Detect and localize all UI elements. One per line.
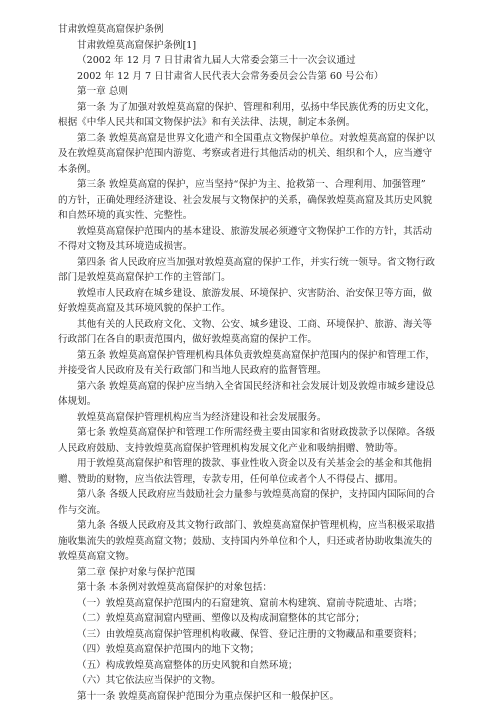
text-line: 用于敦煌莫高窟保护和管理的拨款、事业性收入资金以及有关基金会的基金和其他捐 (77, 458, 432, 469)
text-line: 的方针，正确处理经济建设、社会发展与文物保护的关系，确保敦煌莫高窟及其历史风貌 (58, 194, 433, 206)
text-line: 第九条 各级人民政府及其文物行政部门、敦煌莫高窟保护管理机构，应当积极采取措 (77, 520, 436, 531)
text-line: 第八条 各级人民政府应当鼓励社会力量参与敦煌莫高窟的保护，支持国内国际间的合 (77, 489, 436, 500)
text-line: 第五条 敦煌莫高窟保护管理机构具体负责敦煌莫高窟保护范围内的保护和管理工作， (77, 349, 436, 361)
text-line: 第七条 敦煌莫高窟保护和管理工作所需经费主要由国家和省财政拨款予以保障。各级 (77, 427, 436, 438)
text-line: 第六条 敦煌莫高窟的保护应当纳入全省国民经济和社会发展计划及敦煌市城乡建设总 (77, 380, 436, 392)
text-line: 作与交流。 (58, 504, 106, 516)
text-line: 敦煌市人民政府在城乡建设、旅游发展、环境保护、灾害防治、治安保卫等方面，做 (77, 287, 432, 299)
text-line: 根据《中华人民共和国文物保护法》和有关法律、法规，制定本条例。 (58, 117, 356, 128)
text-line: 本条例。 (58, 163, 97, 175)
text-line: 敦煌莫高窟文物。 (58, 551, 135, 562)
text-line: （五）构成敦煌莫高窟整体的历史风貌和自然环境； (77, 659, 298, 671)
text-line: 好敦煌莫高窟及其环境风貌的保护工作。 (58, 303, 231, 314)
text-line: 及在敦煌莫高窟保护范围内游览、考察或者进行其他活动的机关、组织和个人，应当遵守 (58, 148, 433, 159)
text-line: 并接受省人民政府及有关行政部门和当地人民政府的监督管理。 (58, 365, 327, 376)
text-line: 第二条 敦煌莫高窟是世界文化遗产和全国重点文物保护单位。对敦煌莫高窟的保护以 (77, 132, 436, 144)
text-line: （六）其它依法应当保护的文物。 (77, 675, 221, 686)
document-title: 甘肃敦煌莫高窟保护条例 (58, 24, 164, 35)
text-line: 第二章 保护对象与保护范围 (77, 566, 196, 578)
text-line: （2002 年 12 月 7 日甘肃省九届人大常委会第三十一次会议通过 (77, 55, 356, 66)
text-line: 第一条 为了加强对敦煌莫高窟的保护、管理和利用，弘扬中华民族优秀的历史文化， (77, 101, 436, 113)
text-line: 第十条 本条例对敦煌莫高窟保护的对象包括： (77, 582, 272, 593)
text-line: 赠、赞助的财物，应当依法管理，专款专用，任何单位或者个人不得侵占、挪用。 (58, 473, 404, 485)
text-line: 第十一条 敦煌莫高窟保护范围分为重点保护区和一般保护区。 (77, 690, 340, 702)
text-line: 不得对文物及其环境造成损害。 (58, 241, 193, 252)
text-line: 其他有关的人民政府文化、文物、公安、城乡建设、工商、环境保护、旅游、海关等 (77, 318, 432, 330)
text-line: （一）敦煌莫高窟保护范围内的石窟建筑、窟前木构建筑、窟前寺院遗址、古塔； (77, 597, 423, 609)
text-line: 甘肃敦煌莫高窟保护条例[1] (77, 39, 197, 51)
text-line: 第一章 总则 (77, 86, 129, 97)
text-line: （四）敦煌莫高窟保护范围内的地下文物； (77, 644, 260, 655)
text-line: 部门是敦煌莫高窟保护工作的主管部门。 (58, 272, 231, 283)
text-line: 2002 年 12 月 7 日甘肃省人民代表大会常务委员会公告第 60 号公布） (77, 70, 384, 82)
text-line: 第四条 省人民政府应当加强对敦煌莫高窟的保护工作，并实行统一领导。省文物行政 (77, 256, 436, 268)
text-line: 体规划。 (58, 396, 97, 407)
text-line: 和自然环境的真实性、完整性。 (58, 210, 193, 221)
text-line: 第三条 敦煌莫高窟的保护，应当坚持“保护为主、抢救第一、合理利用、加强管理” (77, 179, 426, 190)
document-body (58, 38, 442, 705)
text-line: 施收集流失的敦煌莫高窟文物；鼓励、支持国内外单位和个人，归还或者协助收集流失的 (58, 535, 433, 547)
text-line: （二）敦煌莫高窟洞窟内壁画、塑像以及构成洞窟整体的其它部分； (77, 613, 365, 624)
text-line: 敦煌莫高窟保护管理机构应当为经济建设和社会发展服务。 (77, 411, 327, 423)
text-line: 敦煌莫高窟保护范围内的基本建设、旅游发展必须遵守文物保护工作的方针，其活动 (77, 225, 432, 237)
text-line: 行政部门在各自的职责范围内，做好敦煌莫高窟的保护工作。 (58, 334, 318, 345)
text-line: （三）由敦煌莫高窟保护管理机构收藏、保管、登记注册的文物藏品和重要资料； (77, 628, 423, 640)
text-line: 人民政府鼓励、支持敦煌莫高窟保护管理机构发展文化产业和吸纳捐赠、赞助等。 (58, 442, 404, 454)
